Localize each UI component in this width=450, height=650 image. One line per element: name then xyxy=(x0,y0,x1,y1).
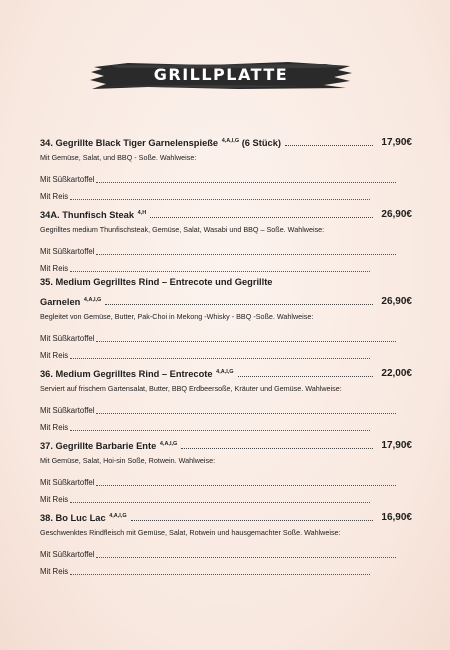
menu-item xyxy=(40,434,412,506)
item-description: Geschwenktes Rindfleisch mit Gemüse, Salat, Rotwein und hausgemachter Soße. Wahlweise: xyxy=(40,528,341,537)
item-description: Gegrilltes medium Thunfischsteak, Gemüse, Salat, Wasabi und BBQ – Soße. Wahlweise: xyxy=(40,225,325,234)
item-price: 26,90€ xyxy=(381,296,412,307)
option-label: Mit Reis xyxy=(40,351,69,360)
menu-item xyxy=(40,506,412,578)
menu-item xyxy=(40,275,412,362)
option-row xyxy=(40,417,412,434)
item-allergens: 4,A,I,G xyxy=(216,369,234,375)
option-label: Mit Süßkartoffel xyxy=(40,406,95,415)
item-allergens: 4,A,I,G xyxy=(109,513,127,519)
option-row xyxy=(40,328,412,345)
option-label: Mit Süßkartoffel xyxy=(40,334,95,343)
item-description: Begleitet von Gemüse, Butter, Pak-Choi in Mekong -Whisky - BBQ -Soße. Wahlweise: xyxy=(40,312,314,321)
item-name: 34. Gegrillte Black Tiger Garnelenspieße xyxy=(40,138,219,148)
item-price: 16,90€ xyxy=(381,512,412,523)
leader-dots xyxy=(70,358,370,359)
leader-dots xyxy=(150,217,373,218)
leader-dots xyxy=(96,254,396,255)
item-description: Serviert auf frischem Gartensalat, Butter, BBQ Erdbeersoße, Kräuter und Gemüse. Wahlweise: xyxy=(40,384,342,393)
option-row xyxy=(40,472,412,489)
option-row xyxy=(40,241,412,258)
option-row xyxy=(40,544,412,561)
item-description: Mit Gemüse, Salat, Hoi-sin Soße, Rotwein. Wahlweise: xyxy=(40,456,216,465)
item-header xyxy=(40,434,412,452)
item-allergens: 4,H xyxy=(137,210,147,216)
option-label: Mit Süßkartoffel xyxy=(40,247,95,256)
leader-dots xyxy=(96,557,396,558)
item-name: Garnelen xyxy=(40,297,81,307)
option-row xyxy=(40,345,412,362)
leader-dots xyxy=(70,430,370,431)
page-title: GRILLPLATTE xyxy=(153,65,289,84)
option-label: Mit Süßkartoffel xyxy=(40,175,95,184)
leader-dots xyxy=(96,182,396,183)
title-banner xyxy=(88,58,354,92)
item-allergens: 4,A,I,G xyxy=(221,138,240,144)
item-header xyxy=(40,506,412,524)
item-price: 26,90€ xyxy=(381,209,412,220)
item-allergens: 4,A,I,G xyxy=(83,297,102,303)
menu-item xyxy=(40,203,412,275)
leader-dots xyxy=(96,413,396,414)
item-price: 17,90€ xyxy=(381,137,412,148)
leader-dots xyxy=(96,485,396,486)
item-header xyxy=(40,362,412,380)
item-description: Mit Gemüse, Salat, und BBQ - Soße. Wahlweise: xyxy=(40,153,197,162)
leader-dots xyxy=(96,341,396,342)
leader-dots xyxy=(70,502,370,503)
menu-item xyxy=(40,131,412,203)
option-row xyxy=(40,258,412,275)
item-name: 38. Bo Luc Lac xyxy=(40,513,106,523)
item-name-line1: 35. Medium Gegrilltes Rind – Entrecote und Gegrillte xyxy=(40,277,273,287)
item-suffix: (6 Stück) xyxy=(241,138,281,148)
leader-dots xyxy=(181,448,373,449)
item-name: 36. Medium Gegrilltes Rind – Entrecote xyxy=(40,369,213,379)
item-name: 34A. Thunfisch Steak xyxy=(40,210,135,220)
leader-dots xyxy=(70,271,370,272)
item-name: 37. Gegrillte Barbarie Ente xyxy=(40,441,157,451)
option-label: Mit Reis xyxy=(40,495,69,504)
item-header xyxy=(40,131,412,149)
leader-dots xyxy=(238,376,374,377)
leader-dots xyxy=(70,574,370,575)
option-label: Mit Süßkartoffel xyxy=(40,478,95,487)
leader-dots xyxy=(105,304,373,305)
item-header xyxy=(40,203,412,221)
option-label: Mit Reis xyxy=(40,192,69,201)
option-label: Mit Reis xyxy=(40,567,69,576)
leader-dots xyxy=(131,520,374,521)
leader-dots xyxy=(70,199,370,200)
option-row xyxy=(40,186,412,203)
option-label: Mit Süßkartoffel xyxy=(40,550,95,559)
leader-dots xyxy=(285,145,373,146)
item-allergens: 4,A,I,G xyxy=(159,441,178,447)
menu-item xyxy=(40,362,412,434)
option-row xyxy=(40,400,412,417)
item-price: 17,90€ xyxy=(381,440,412,451)
option-label: Mit Reis xyxy=(40,423,69,432)
option-label: Mit Reis xyxy=(40,264,69,273)
option-row xyxy=(40,169,412,186)
item-price: 22,00€ xyxy=(381,368,412,379)
menu-list xyxy=(40,131,412,578)
option-row xyxy=(40,489,412,506)
option-row xyxy=(40,561,412,578)
item-header xyxy=(40,290,412,308)
